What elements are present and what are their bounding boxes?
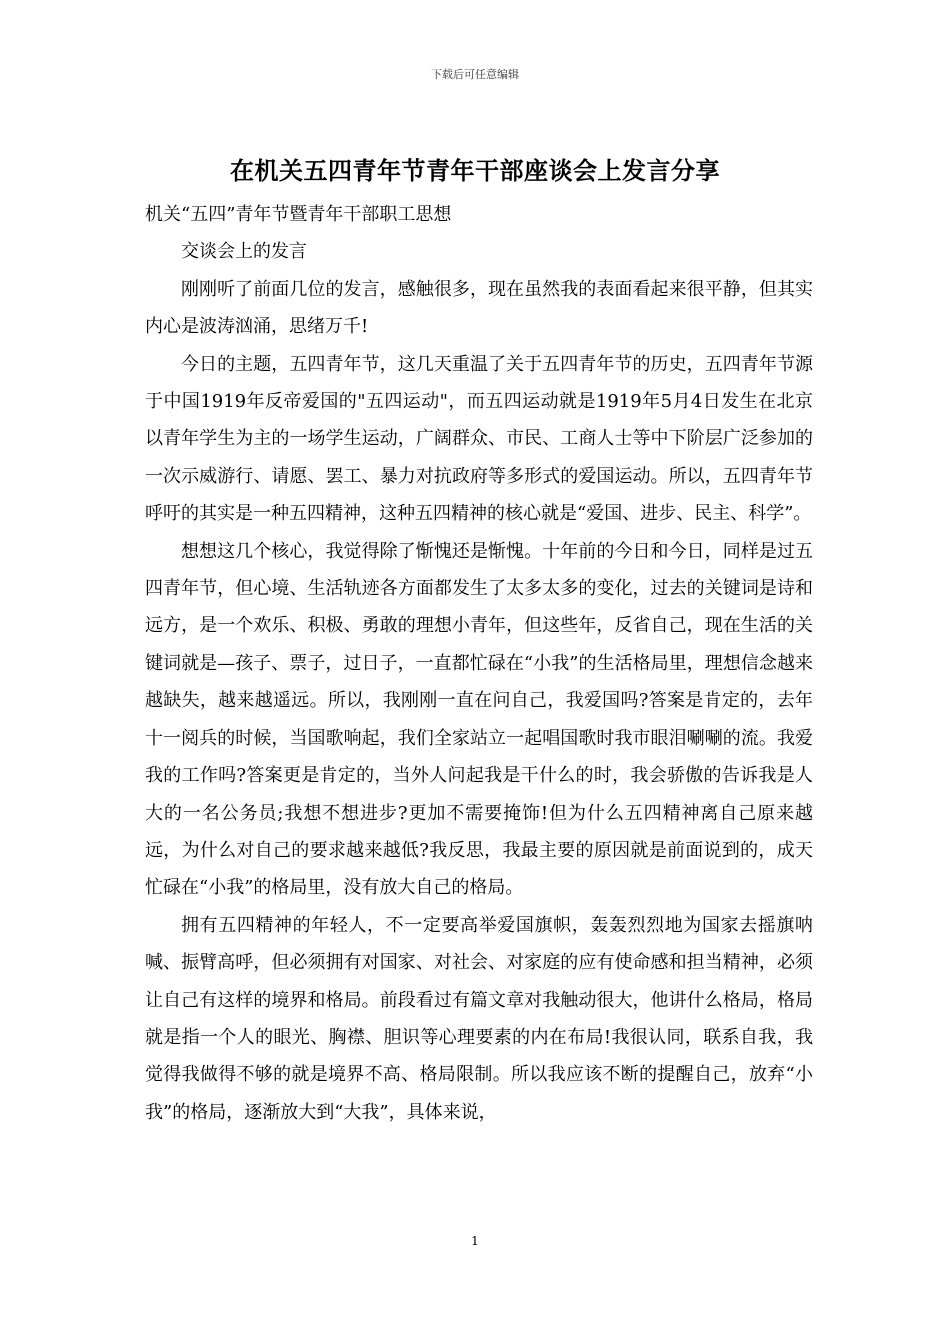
paragraph: 刚刚听了前面几位的发言，感触很多，现在虽然我的表面看起来很平静，但其实内心是波涛汹涌，思绪万千!	[145, 278, 813, 338]
paragraph-subtitle-line-2: 交谈会上的发言	[181, 241, 307, 263]
paragraph: 拥有五四精神的年轻人，不一定要高举爱国旗帜，轰轰烈烈地为国家去摇旗呐喊、振臂高呼，但必须拥有对国家、对社会、对家庭的应有使命感和担当精神，必须让自己有这样的境界和格局。前段看过有篇文章对我触动很大，他讲什么格局，格局就是指一个人的眼光、胸襟、胆识等心理要素的内在布局!我很认同，联系自我，我觉得我做得不够的就是境界不高、格局限制。所以我应该不断的提醒自己，放弃“小我”的格局，逐渐放大到“大我”，具体来说，	[145, 914, 813, 1123]
paragraph: 今日的主题，五四青年节，这几天重温了关于五四青年节的历史，五四青年节源于中国1919年反帝爱国的"五四运动"，而五四运动就是1919年5月4日发生在北京以青年学生为主的一场学生运动，广阔群众、市民、工商人士等中下阶层广泛参加的一次示威游行、请愿、罢工、暴力对抗政府等多形式的爱国运动。所以，五四青年节呼吁的其实是一种五四精神，这种五四精神的核心就是“爱国、进步、民主、科学”。	[145, 353, 813, 525]
document-title: 在机关五四青年节青年干部座谈会上发言分享	[230, 157, 720, 185]
document-body	[145, 196, 813, 1131]
page-number: 1	[471, 1234, 479, 1248]
header-note: 下载后可任意编辑	[431, 68, 519, 81]
paragraph: 想想这几个核心，我觉得除了惭愧还是惭愧。十年前的今日和今日，同样是过五四青年节，但心境、生活轨迹各方面都发生了太多太多的变化，过去的关键词是诗和远方，是一个欢乐、积极、勇敢的理想小青年，但这些年，反省自己，现在生活的关键词就是—孩子、票子，过日子，一直都忙碌在“小我”的生活格局里，理想信念越来越缺失，越来越遥远。所以，我刚刚一直在问自己，我爱国吗?答案是肯定的，去年十一阅兵的时候，当国歌响起，我们全家站立一起唱国歌时我市眼泪唰唰的流。我爱我的工作吗?答案更是肯定的，当外人问起我是干什么的时，我会骄傲的告诉我是人大的一名公务员;我想不想进步?更加不需要掩饰!但为什么五四精神离自己原来越远，为什么对自己的要求越来越低?我反思，我最主要的原因就是前面说到的，成天忙碌在“小我”的格局里，没有放大自己的格局。	[145, 540, 813, 899]
paragraph-subtitle-line-1: 机关“五四”青年节暨青年干部职工思想	[145, 204, 452, 225]
